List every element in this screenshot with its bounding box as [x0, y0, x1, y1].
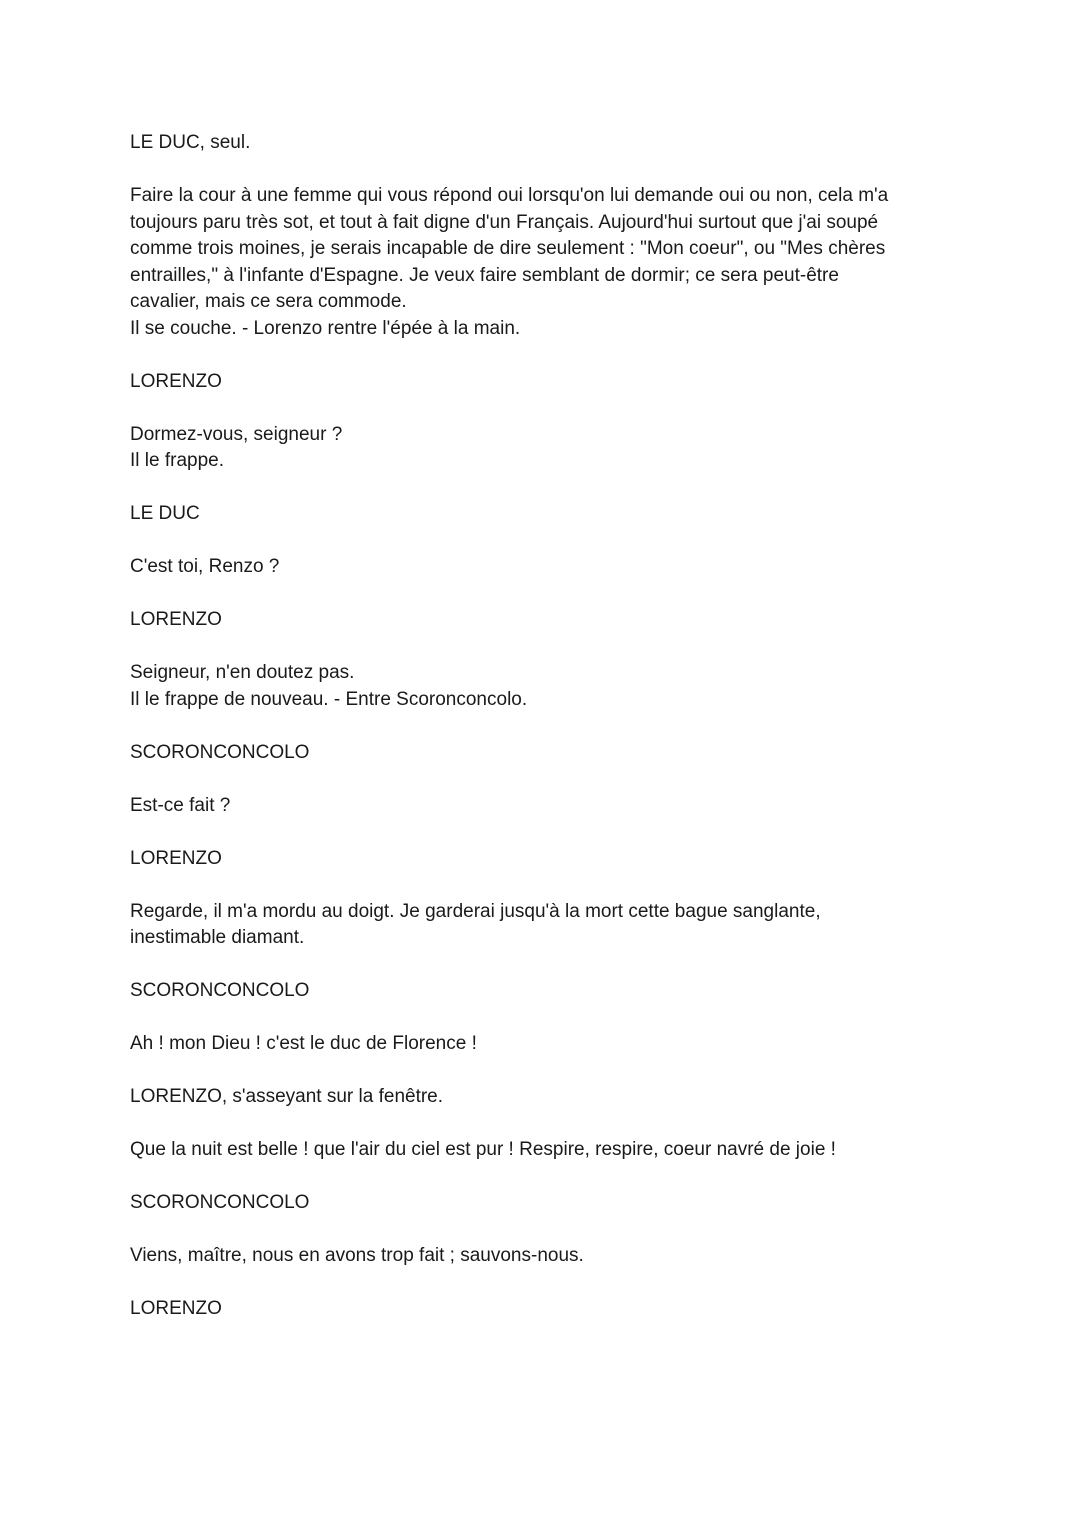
speech-paragraph [130, 1031, 950, 1058]
speaker-line: SCORONCONCOLO [130, 980, 310, 1001]
speech-line: comme trois moines, je serais incapable de dire seulement : "Mon coeur", ou "Mes chères [130, 238, 886, 259]
speech-paragraph [130, 554, 950, 581]
speaker-line: LE DUC, seul. [130, 132, 251, 153]
speech-line: C'est toi, Renzo ? [130, 556, 280, 577]
speaker-name [130, 130, 950, 157]
speech-paragraph [130, 899, 950, 952]
speaker-line: LORENZO [130, 1298, 222, 1319]
speech-line: Il se couche. - Lorenzo rentre l'épée à la main. [130, 317, 521, 339]
speech-line: Il le frappe de nouveau. - Entre Scoronconcolo. [130, 688, 528, 710]
speech-line: toujours paru très sot, et tout à fait digne d'un Français. Aujourd'hui surtout que j'ai soupé [130, 211, 879, 233]
speech-line: Il le frappe. [130, 450, 224, 471]
speech-line: Ah ! mon Dieu ! c'est le duc de Florence ! [130, 1033, 477, 1054]
speaker-name [130, 1190, 950, 1217]
speaker-name [130, 369, 950, 396]
speaker-line: LORENZO [130, 370, 222, 392]
speaker-name [130, 501, 950, 528]
speaker-line: SCORONCONCOLO [130, 741, 310, 763]
speech-paragraph [130, 1243, 950, 1270]
speaker-line: SCORONCONCOLO [130, 1192, 310, 1213]
speech-line: entrailles," à l'infante d'Espagne. Je veux faire semblant de dormir; ce sera peut-être [130, 264, 839, 286]
speech-paragraph [130, 422, 950, 475]
speaker-name [130, 978, 950, 1005]
speech-paragraph [130, 793, 950, 820]
speech-line: cavalier, mais ce sera commode. [130, 291, 407, 312]
speaker-line: LORENZO [130, 847, 222, 869]
speaker-line: LE DUC [130, 503, 200, 524]
speech-line: Dormez-vous, seigneur ? [130, 423, 343, 445]
document-page [130, 130, 950, 1349]
speaker-line: LORENZO, s'asseyant sur la fenêtre. [130, 1086, 444, 1107]
speech-line: inestimable diamant. [130, 927, 305, 948]
speaker-line: LORENZO [130, 609, 222, 630]
speech-line: Viens, maître, nous en avons trop fait ; sauvons-nous. [130, 1245, 584, 1266]
speaker-name [130, 846, 950, 873]
speech-line: Faire la cour à une femme qui vous répond oui lorsqu'on lui demande oui ou non, cela m'a [130, 185, 889, 206]
speaker-name [130, 740, 950, 767]
speaker-name [130, 1084, 950, 1111]
speech-paragraph [130, 1137, 950, 1164]
speaker-name [130, 607, 950, 634]
speech-paragraph [130, 660, 950, 713]
speech-line: Est-ce fait ? [130, 794, 231, 816]
speech-line: Que la nuit est belle ! que l'air du ciel est pur ! Respire, respire, coeur navré de joie ! [130, 1139, 836, 1160]
speech-line: Regarde, il m'a mordu au doigt. Je garderai jusqu'à la mort cette bague sanglante, [130, 900, 821, 922]
speech-line: Seigneur, n'en doutez pas. [130, 662, 355, 683]
speech-paragraph [130, 183, 950, 342]
speaker-name [130, 1296, 950, 1323]
